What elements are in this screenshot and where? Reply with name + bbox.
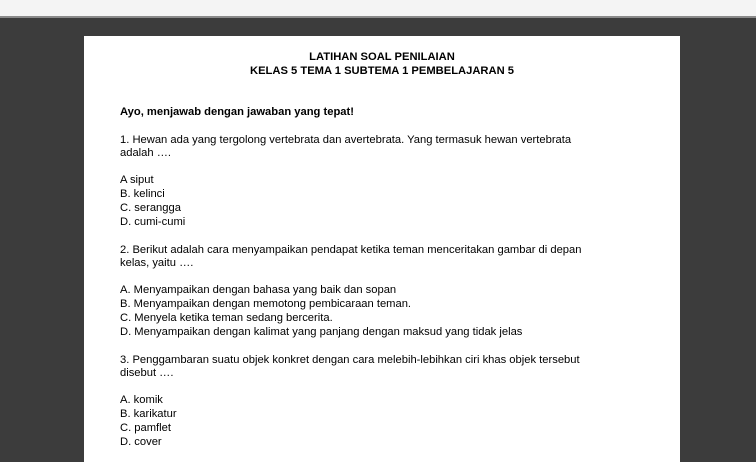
option-c: C. Menyela ketika teman sedang bercerita. [120, 312, 333, 324]
option-b: B. karikatur [120, 408, 177, 420]
question-2-options [120, 284, 630, 340]
instruction-text: Ayo, menjawab dengan jawaban yang tepat! [120, 106, 354, 118]
document-title: LATIHAN SOAL PENILAIAN [309, 51, 455, 63]
option-a: A. komik [120, 394, 163, 406]
question-2-line-1: 2. Berikut adalah cara menyampaikan pendapat ketika teman menceritakan gambar di depan [120, 244, 582, 256]
document-viewer[interactable] [0, 18, 756, 448]
viewer-toolbar [0, 0, 756, 18]
option-c: C. serangga [120, 202, 181, 214]
question-2 [120, 244, 630, 270]
question-2-line-2: kelas, yaitu …. [120, 257, 194, 269]
option-d: D. cover [120, 436, 162, 448]
question-3-line-2: disebut …. [120, 367, 174, 379]
document-page [84, 36, 680, 462]
question-1 [120, 134, 630, 160]
question-1-line-2: adalah …. [120, 147, 171, 159]
document-subtitle: KELAS 5 TEMA 1 SUBTEMA 1 PEMBELAJARAN 5 [250, 65, 514, 77]
question-3 [120, 354, 630, 380]
question-3-line-1: 3. Penggambaran suatu objek konkret dengan cara melebih-lebihkan ciri khas objek tersebut [120, 354, 580, 366]
option-c: C. pamflet [120, 422, 171, 434]
option-d: D. Menyampaikan dengan kalimat yang panjang dengan maksud yang tidak jelas [120, 326, 523, 338]
option-b: B. kelinci [120, 188, 165, 200]
option-d: D. cumi-cumi [120, 216, 186, 228]
option-a: A siput [120, 174, 154, 186]
option-b: B. Menyampaikan dengan memotong pembicaraan teman. [120, 298, 412, 310]
question-1-line-1: 1. Hewan ada yang tergolong vertebrata dan avertebrata. Yang termasuk hewan vertebrata [120, 134, 572, 146]
option-a: A. Menyampaikan dengan bahasa yang baik dan sopan [120, 284, 397, 296]
question-3-options [120, 394, 630, 450]
question-1-options [120, 174, 630, 230]
